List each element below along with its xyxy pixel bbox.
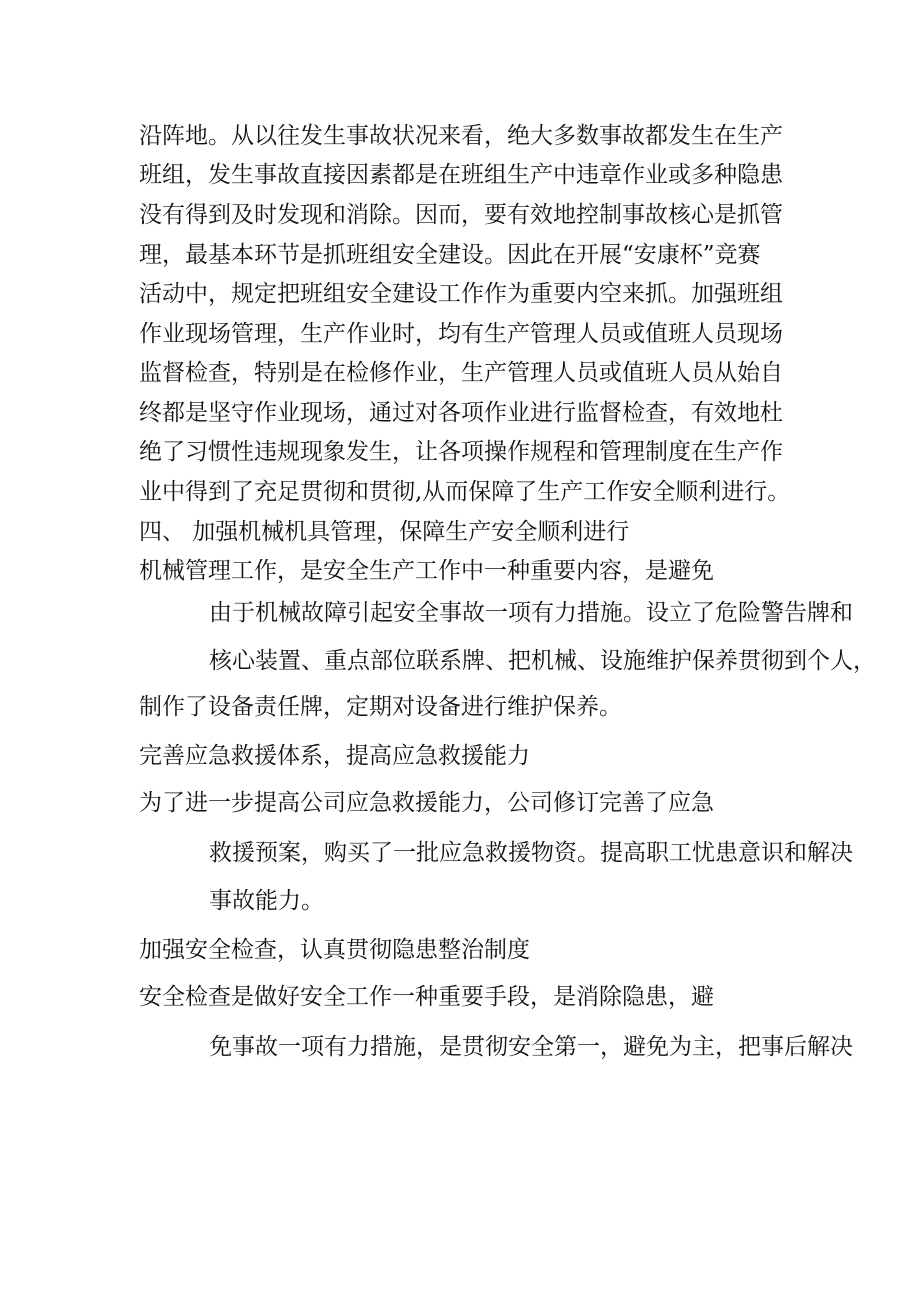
body-line-1: 沿阵地。从以往发生事故状况来看，绝大多数事故都发生在生产 <box>139 123 783 149</box>
paragraph-machinery-line-2: 制作了设备责任牌，定期对设备进行维护保养。 <box>139 694 622 720</box>
body-line-4: 理，最基本环节是抓班组安全建设。因此在开展“安康杯”竞赛 <box>139 242 761 268</box>
body-line-5: 活动中，规定把班组安全建设工作作为重要内空来抓。加强班组 <box>139 281 783 307</box>
body-line-10: 业中得到了充足贯彻和贯彻,从而保障了生产工作安全顺利进行。 <box>139 479 791 505</box>
section-heading-4: 由于机械故障引起安全事故一项有力措施。设立了危险警告牌和 <box>209 600 853 626</box>
paragraph-machinery-line-4: 为了进一步提高公司应急救援能力，公司修订完善了应急 <box>139 790 714 816</box>
body-line-9: 绝了习惯性违规现象发生，让各项操作规程和管理制度在生产作 <box>139 439 783 465</box>
paragraph-machinery-line-3: 完善应急救援体系，提高应急救援能力 <box>139 743 530 769</box>
body-line-11: 四、 加强机械机具管理，保障生产安全顺利进行 <box>139 519 630 545</box>
body-line-12: 机械管理工作，是安全生产工作中一种重要内容，是避免 <box>139 558 714 584</box>
body-line-2: 班组，发生事故直接因素都是在班组生产中违章作业或多种隐患 <box>139 162 783 188</box>
paragraph-emergency-line-3: 安全检查是做好安全工作一种重要手段，是消除隐患，避 <box>139 984 714 1010</box>
paragraph-emergency-line-2: 加强安全检查，认真贯彻隐患整治制度 <box>139 937 530 963</box>
section-heading-emergency: 救援预案，购买了一批应急救援物资。提高职工忧患意识和解决 <box>209 840 853 866</box>
body-line-8: 终都是坚守作业现场，通过对各项作业进行监督检查，有效地杜 <box>139 400 783 426</box>
body-line-7: 监督检查，特别是在检修作业，生产管理人员或值班人员从始自 <box>139 360 783 386</box>
body-line-3: 没有得到及时发现和消除。因而，要有效地控制事故核心是抓管 <box>139 202 783 228</box>
paragraph-machinery-line-1: 核心装置、重点部位联系牌、把机械、设施维护保养贯彻到个人， <box>209 648 876 674</box>
section-heading-inspection: 免事故一项有力措施，是贯彻安全第一，避免为主，把事后解决 <box>209 1034 853 1060</box>
paragraph-emergency-line-1: 事故能力。 <box>209 888 324 914</box>
body-line-6: 作业现场管理，生产作业时，均有生产管理人员或值班人员现场 <box>139 321 783 347</box>
